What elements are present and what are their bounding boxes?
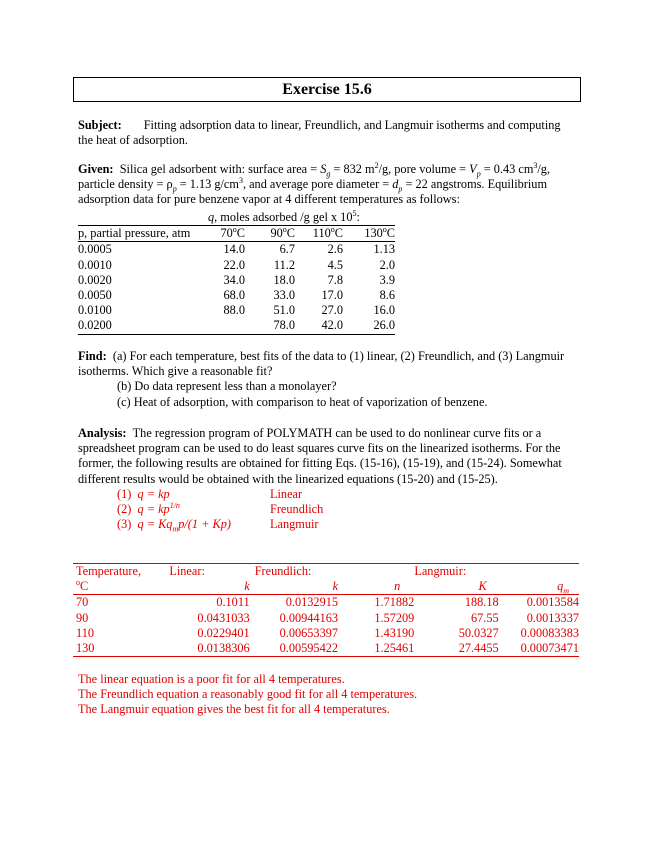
cell-pressure: 0.0020	[78, 272, 112, 287]
given-sub: p	[172, 184, 177, 194]
deg-sup: o	[76, 578, 80, 588]
cell-value: 3.9	[379, 272, 395, 287]
equation-3	[117, 517, 319, 534]
header-temperature: Temperature,	[76, 564, 142, 578]
conclusion-line: The Langmuir equation gives the best fit for all 4 temperatures.	[78, 702, 390, 717]
cell-pressure: 0.0200	[78, 318, 112, 333]
equation-2	[117, 501, 324, 517]
given-sup: 3	[238, 176, 243, 186]
cell-value: 26.0	[373, 318, 395, 333]
cell-value: 188.18	[464, 595, 499, 610]
given-text: = 22 angstroms. Equilibrium	[402, 177, 548, 192]
given-sub: p	[476, 169, 481, 179]
subject-label: Subject:	[78, 118, 122, 132]
table-caption-end: :	[356, 210, 360, 224]
cell-pressure: 0.0100	[78, 303, 112, 318]
cell-value: 4.5	[327, 257, 343, 272]
equation-name: Freundlich	[270, 502, 324, 517]
cell-value: 88.0	[223, 303, 245, 318]
cell-value: 7.8	[327, 272, 343, 287]
cell-value: 1.57209	[374, 610, 415, 625]
header-linear-k: k	[244, 579, 250, 594]
subject-block	[78, 118, 578, 148]
given-label: Given:	[78, 162, 114, 176]
header-freundlich-n: n	[394, 579, 401, 594]
given-text: adsorption data for pure benzene vapor at 4 different temperatures as follows:	[78, 192, 460, 207]
results-table	[73, 563, 579, 657]
given-text: Silica gel adsorbent with: surface area =	[119, 162, 321, 176]
cell-value: 0.00595422	[279, 641, 339, 656]
cell-value: 8.6	[379, 288, 395, 303]
cell-value: 0.00073471	[520, 641, 579, 656]
table-row	[78, 303, 395, 318]
equation-name: Langmuir	[270, 517, 319, 532]
col-p-header: p, partial pressure, atm	[78, 226, 191, 241]
cell-pressure: 0.0010	[78, 257, 112, 272]
cell-value: 51.0	[273, 303, 295, 318]
unit: C	[334, 226, 343, 241]
cell-value: 14.0	[223, 242, 245, 257]
subject-text: Fitting adsorption data to linear, Freundlich, and Langmuir isotherms and computing the heat of adsorption.	[78, 118, 561, 148]
given-sym: V	[469, 162, 477, 176]
equation-formula: q = kp	[137, 487, 170, 501]
cell-temp: 90	[76, 610, 89, 625]
cell-value: 0.0229401	[197, 625, 250, 640]
cell-value: 16.0	[373, 303, 395, 318]
cell-value: 1.71882	[374, 595, 415, 610]
cell-pressure: 0.0005	[78, 242, 112, 257]
cell-value: 34.0	[223, 272, 245, 287]
table-caption-sup: 5	[352, 208, 357, 218]
find-label: Find:	[78, 349, 107, 363]
results-grid	[73, 563, 579, 657]
col-temp-header	[220, 226, 245, 242]
given-text: = 0.43 cm	[480, 162, 534, 176]
cell-value: 17.0	[321, 288, 343, 303]
equation-number: (3)	[117, 517, 132, 532]
table-row	[78, 258, 395, 273]
cell-value: 0.0013337	[526, 610, 579, 625]
conclusion-line: The Freundlich equation a reasonably good fit for all 4 temperatures.	[78, 687, 418, 702]
given-text: = 832 m	[330, 162, 375, 176]
cell-value: 2.6	[327, 242, 343, 257]
find-item-c: (c) Heat of adsorption, with comparison to heat of vaporization of benzene.	[117, 394, 488, 409]
adsorption-table	[78, 210, 395, 335]
cell-value: 1.13	[373, 242, 395, 257]
equation-number: (1)	[117, 487, 132, 501]
unit: C	[236, 226, 245, 241]
given-text: /g, pore volume =	[378, 162, 470, 176]
given-sub: p	[398, 184, 403, 194]
find-item-a: (a) For each temperature, best fits of the data to (1) linear, (2) Freundlich, and (3) Langmuir isotherms. Which give a reasonable fit?	[78, 349, 565, 379]
given-sub: g	[326, 169, 331, 179]
results-header-row	[73, 564, 579, 580]
given-text: = 1.13 g/cm	[176, 177, 239, 192]
given-block	[78, 162, 588, 208]
table-caption	[78, 210, 395, 225]
find-item-b: (b) Do data represent less than a monolayer?	[117, 379, 337, 394]
given-text: /g,	[537, 162, 551, 176]
header-linear: Linear:	[169, 564, 205, 578]
table-caption-text: , moles adsorbed /g gel x 10	[214, 210, 353, 224]
table-row	[78, 288, 395, 303]
cell-temp: 70	[76, 595, 89, 610]
header-freundlich: Freundlich:	[254, 564, 312, 578]
temp-value: 70	[220, 226, 233, 241]
cell-value: 50.0327	[458, 625, 499, 640]
exercise-title: Exercise 15.6	[73, 77, 581, 102]
cell-value: 0.00083383	[520, 625, 579, 640]
equation-name: Linear	[270, 487, 303, 501]
cell-value: 0.0132915	[285, 595, 339, 610]
analysis-text: The regression program of POLYMATH can be used to do nonlinear curve fits or a spreadsheet program can be used to do least squares curve fits on the linearized isotherms. For the former, the following results are obtained for fitting Eqs. (15-16), (15-19), and (15-24). Somewhat different results would be obtained with the linearized equations (15-20) and (15-25).	[78, 426, 562, 486]
cell-value: 22.0	[223, 257, 245, 272]
cell-value	[220, 318, 245, 334]
table-row	[78, 318, 395, 334]
conclusions-block	[78, 672, 578, 718]
table-header-row	[78, 226, 395, 242]
analysis-label: Analysis:	[78, 426, 127, 440]
given-sup: 2	[374, 160, 379, 170]
cell-value: 0.00944163	[279, 610, 339, 625]
results-subheader-row	[73, 579, 579, 595]
cell-value: 2.0	[379, 257, 395, 272]
cell-value: 6.7	[279, 242, 295, 257]
cell-value: 0.0013584	[526, 595, 579, 610]
cell-value: 67.55	[470, 610, 499, 625]
cell-value: 0.00653397	[279, 625, 339, 640]
results-row	[73, 595, 579, 611]
table-row	[78, 273, 395, 288]
col-temp-header	[343, 226, 395, 242]
cell-value: 27.4455	[458, 641, 499, 656]
cell-value: 78.0	[273, 318, 295, 333]
cell-value: 1.25461	[374, 641, 415, 656]
results-row	[73, 641, 579, 657]
given-sup: 3	[533, 160, 538, 170]
unit-c: C	[80, 579, 89, 594]
table-caption-q: q	[208, 210, 215, 224]
cell-temp: 130	[76, 641, 95, 656]
deg-sup: o	[282, 225, 287, 235]
temp-value: 90	[270, 226, 283, 241]
cell-value: 33.0	[273, 288, 295, 303]
cell-temp: 110	[76, 625, 94, 640]
results-row	[73, 611, 579, 626]
header-unit	[73, 579, 164, 595]
given-sym: d	[392, 177, 399, 192]
unit: C	[386, 226, 395, 241]
qm-symbol: q	[557, 579, 564, 594]
equation-sup: 1/n	[169, 501, 180, 511]
deg-sup: o	[382, 225, 387, 235]
header-langmuir-K: K	[478, 579, 487, 594]
cell-value: 27.0	[321, 303, 343, 318]
equation-list	[117, 487, 324, 534]
cell-value: 0.0431033	[197, 610, 250, 625]
cell-value: 68.0	[223, 288, 245, 303]
header-langmuir: Langmuir:	[414, 564, 467, 578]
temp-value: 130	[364, 226, 383, 241]
cell-value: 0.0138306	[197, 641, 250, 656]
equation-formula-tail: p/(1 + Kp)	[178, 517, 231, 532]
equation-sub: m	[172, 524, 179, 534]
given-table	[78, 225, 395, 334]
header-freundlich-k: k	[332, 579, 339, 594]
cell-value: 18.0	[273, 272, 295, 287]
cell-pressure: 0.0050	[78, 288, 112, 303]
deg-sup: o	[232, 225, 237, 235]
results-row	[73, 626, 579, 641]
equation-formula: q = kp	[137, 502, 170, 517]
cell-value: 11.2	[273, 257, 295, 272]
header-langmuir-qm	[499, 579, 579, 595]
table-row	[78, 242, 395, 258]
cell-value: 0.1011	[216, 595, 250, 610]
qm-sub: m	[563, 586, 569, 596]
col-temp-header	[245, 226, 295, 242]
cell-value: 42.0	[321, 318, 343, 333]
cell-value: 1.43190	[374, 625, 415, 640]
given-sym: S	[320, 162, 327, 176]
deg-sup: o	[330, 225, 335, 235]
equation-formula: q = Kq	[137, 517, 173, 532]
equation-1	[117, 487, 303, 502]
equation-number: (2)	[117, 502, 132, 517]
conclusion-line: The linear equation is a poor fit for all 4 temperatures.	[78, 672, 345, 686]
temp-value: 110	[312, 226, 331, 241]
col-temp-header	[295, 226, 343, 242]
given-text: particle density = ρ	[78, 177, 173, 192]
analysis-block	[78, 426, 578, 487]
unit: C	[286, 226, 295, 241]
given-text: , and average pore diameter =	[242, 177, 393, 192]
find-block	[78, 349, 573, 410]
